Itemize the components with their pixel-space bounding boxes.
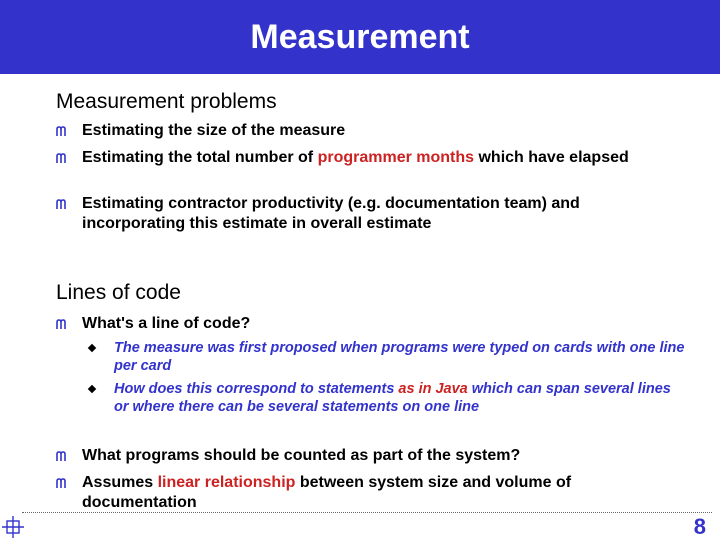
square-bullet-icon <box>86 342 98 354</box>
m-bullet-icon <box>56 152 68 164</box>
section-heading-lines-of-code: Lines of code <box>56 281 181 304</box>
bullet-text: Estimating the size of the measure <box>82 122 346 139</box>
bullet-text-pre: Assumes <box>82 474 158 491</box>
page-number: 8 <box>693 514 706 539</box>
bullet-item <box>56 473 656 513</box>
square-bullet-icon <box>86 383 98 395</box>
bullet-text <box>82 148 656 168</box>
sub-text-post: which can span several lines or where there can be several statements on one line <box>114 381 671 415</box>
bullet-text: What's a line of code? <box>82 315 251 332</box>
highlight-linear-relationship: linear relationship <box>157 474 296 491</box>
sub-text-pre: How does this correspond to statements <box>114 381 395 397</box>
bullet-item <box>56 194 656 234</box>
crosshair-icon <box>2 516 24 538</box>
m-bullet-icon <box>56 198 68 210</box>
sub-bullet-item <box>86 339 686 375</box>
title-bar <box>0 0 720 74</box>
m-bullet-icon <box>56 477 68 489</box>
highlight-programmer-months: programmer months <box>317 149 475 166</box>
bullet-item <box>56 148 656 168</box>
slide-title: Measurement <box>250 17 470 56</box>
footer-divider <box>22 512 712 513</box>
bullet-text <box>82 473 656 513</box>
sub-bullet-text <box>114 380 686 416</box>
bullet-text-pre: Estimating the total number of <box>82 149 318 166</box>
bullet-text-post: between system size and volume of documentation <box>82 474 572 511</box>
bullet-item <box>56 314 656 334</box>
m-bullet-icon <box>56 125 68 137</box>
section-heading-measurement-problems: Measurement problems <box>56 90 277 113</box>
bullet-text: Estimating contractor productivity (e.g. documentation team) and incorporating this estimate in overall estimate <box>82 195 580 232</box>
bullet-item <box>56 121 656 141</box>
m-bullet-icon <box>56 318 68 330</box>
bullet-text: What programs should be counted as part of the system? <box>82 447 521 464</box>
bullet-text-post: which have elapsed <box>474 149 629 166</box>
m-bullet-icon <box>56 450 68 462</box>
sub-text-mid: as in Java <box>394 381 472 397</box>
sub-bullet-item <box>86 380 686 416</box>
sub-bullet-text: The measure was first proposed when programs were typed on cards with one line per card <box>114 340 685 374</box>
bullet-item <box>56 446 656 466</box>
